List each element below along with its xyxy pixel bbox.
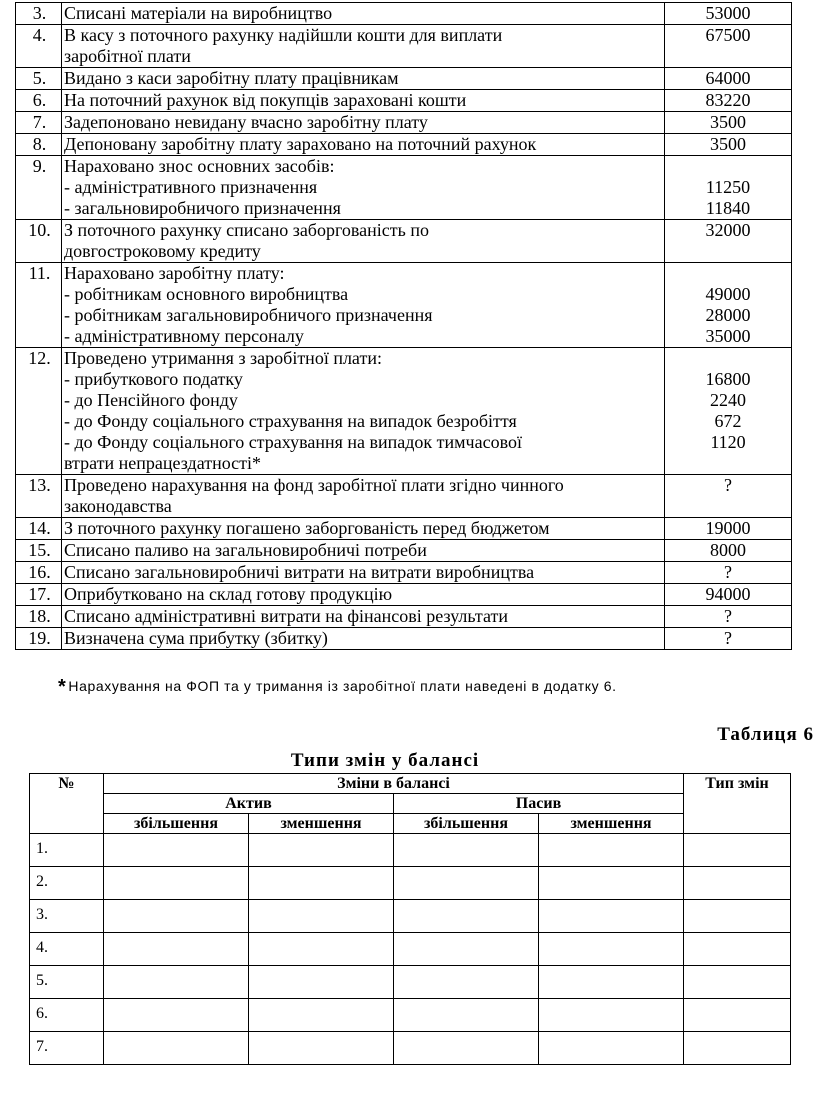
operation-amount [665, 220, 792, 263]
empty-cell [539, 834, 684, 867]
empty-cell [104, 867, 249, 900]
empty-cell [249, 966, 394, 999]
operation-amount-line: 32000 [705, 220, 751, 240]
operation-amount-line [665, 156, 791, 177]
operation-amount [665, 156, 792, 220]
empty-cell [684, 867, 791, 900]
operation-description [62, 220, 665, 263]
operation-amount-line: 28000 [705, 305, 751, 325]
operation-description-line: - прибуткового податку [64, 369, 243, 389]
operation-description-line: Оприбутковано на склад готову продукцію [64, 584, 393, 604]
operation-description-line: втрати непрацездатності* [64, 453, 262, 473]
operation-number: 11. [16, 263, 62, 348]
operation-description-line: Проведено утримання з заробітної плати: [64, 348, 382, 368]
operation-number: 7. [16, 112, 62, 134]
table-row [30, 900, 791, 933]
operation-description-line: - адміністративного призначення [64, 177, 318, 197]
operation-description [62, 475, 665, 518]
operation-description [62, 628, 665, 650]
operation-amount-line: 672 [714, 411, 742, 431]
column-header-asset: Актив [104, 794, 394, 814]
operation-description-line: - робітникам основного виробництва [64, 284, 349, 304]
table-row [30, 933, 791, 966]
operation-amount [665, 263, 792, 348]
operation-description [62, 518, 665, 540]
empty-cell [249, 999, 394, 1032]
table-row [30, 834, 791, 867]
row-number: 7. [30, 1032, 104, 1065]
column-header-number: № [30, 774, 104, 834]
operation-amount-line: 3500 [710, 134, 746, 154]
operation-number: 18. [16, 606, 62, 628]
empty-cell [539, 1032, 684, 1065]
empty-cell [684, 966, 791, 999]
operation-description-line: Депоновану заробітну плату зараховано на поточний рахунок [64, 134, 537, 154]
operation-amount [665, 134, 792, 156]
row-number: 3. [30, 900, 104, 933]
operation-description [62, 25, 665, 68]
empty-cell [539, 966, 684, 999]
operation-amount-line: ? [724, 562, 732, 582]
operation-description [62, 112, 665, 134]
table-row [30, 1032, 791, 1065]
table-row [16, 606, 792, 628]
table-row [16, 220, 792, 263]
table-row [16, 68, 792, 90]
empty-cell [394, 966, 539, 999]
operation-description-line: - адміністративному персоналу [64, 326, 304, 346]
row-number: 2. [30, 867, 104, 900]
operation-amount-line: 8000 [710, 540, 746, 560]
operation-amount-line: 83220 [705, 90, 751, 110]
empty-cell [104, 900, 249, 933]
empty-cell [104, 834, 249, 867]
table-row [30, 966, 791, 999]
empty-cell [684, 933, 791, 966]
operation-description-line: Списано загальновиробничі витрати на витрати виробництва [64, 562, 535, 582]
operation-description [62, 540, 665, 562]
operation-amount [665, 90, 792, 112]
operation-description-line: З поточного рахунку списано заборгованість по [64, 220, 429, 240]
operation-description [62, 3, 665, 25]
column-header-asset-increase: збільшення [104, 814, 249, 834]
column-header-balance-changes: Зміни в балансі [104, 774, 684, 794]
operation-number: 3. [16, 3, 62, 25]
row-number: 5. [30, 966, 104, 999]
operation-amount-line: 64000 [705, 68, 751, 88]
empty-cell [394, 933, 539, 966]
operation-description-line: законодавства [64, 496, 172, 516]
operation-description-line: - загальновиробничого призначення [64, 198, 341, 218]
operation-description [62, 156, 665, 220]
operation-description-line: Задепоновано невидану вчасно заробітну плату [64, 112, 428, 132]
operation-amount [665, 540, 792, 562]
table-row [16, 156, 792, 220]
operation-number: 13. [16, 475, 62, 518]
column-header-liability: Пасив [394, 794, 684, 814]
operation-amount-line: 11840 [705, 198, 751, 218]
operation-description-line: - до Пенсійного фонду [64, 390, 238, 410]
operation-description-line: В касу з поточного рахунку надійшли кошти для виплати [64, 25, 503, 45]
row-number: 4. [30, 933, 104, 966]
column-header-asset-decrease: зменшення [249, 814, 394, 834]
operation-description-line: Списано паливо на загальновиробничі потреби [64, 540, 427, 560]
operation-amount-line: 67500 [705, 25, 751, 45]
operation-description [62, 584, 665, 606]
operation-amount [665, 606, 792, 628]
operation-number: 14. [16, 518, 62, 540]
operation-description-line: Нараховано знос основних засобів: [64, 156, 335, 176]
operation-description [62, 562, 665, 584]
empty-cell [539, 867, 684, 900]
empty-cell [249, 933, 394, 966]
operation-number: 19. [16, 628, 62, 650]
operation-description-line: Проведено нарахування на фонд заробітної плати згідно чинного [64, 475, 564, 495]
empty-cell [249, 900, 394, 933]
operation-number: 4. [16, 25, 62, 68]
empty-cell [249, 1032, 394, 1065]
operation-number: 9. [16, 156, 62, 220]
operation-amount [665, 475, 792, 518]
operation-amount-line: 2240 [710, 390, 746, 410]
operation-amount-line: 3500 [710, 112, 746, 132]
table-label: Таблиця 6 [717, 724, 814, 745]
operation-amount-line: 35000 [705, 326, 751, 346]
operation-amount [665, 3, 792, 25]
empty-cell [684, 999, 791, 1032]
footnote-star: * [58, 676, 67, 698]
empty-cell [104, 966, 249, 999]
operation-description-line: З поточного рахунку погашено заборгованість перед бюджетом [64, 518, 550, 538]
empty-cell [684, 834, 791, 867]
operation-description-line: довгостроковому кредиту [64, 241, 261, 261]
operation-number: 5. [16, 68, 62, 90]
empty-cell [394, 1032, 539, 1065]
table-row [16, 134, 792, 156]
empty-cell [249, 867, 394, 900]
table-row [16, 562, 792, 584]
footnote-text: Нарахування на ФОП та у тримання із заробітної плати наведені в додатку 6. [68, 678, 617, 694]
column-header-change-type: Тип змін [684, 774, 791, 834]
table-row [16, 628, 792, 650]
operation-description-line: Нараховано заробітну плату: [64, 263, 285, 283]
operation-description-line: заробітної плати [64, 46, 191, 66]
operation-amount [665, 112, 792, 134]
operation-amount-line: 16800 [705, 369, 751, 389]
operation-amount-line: ? [724, 606, 732, 626]
column-header-liability-increase: збільшення [394, 814, 539, 834]
empty-cell [539, 999, 684, 1032]
operation-amount-line: 19000 [705, 518, 751, 538]
table-row [16, 584, 792, 606]
operation-description [62, 348, 665, 475]
operation-amount-line: ? [724, 628, 732, 648]
operation-description-line: - до Фонду соціального страхування на випадок безробіття [64, 411, 517, 431]
operation-amount-line [665, 348, 791, 369]
operation-description-line: Визначена сума прибутку (збитку) [64, 628, 328, 648]
empty-cell [539, 933, 684, 966]
operation-amount-line: ? [724, 475, 732, 495]
operation-description [62, 606, 665, 628]
operation-number: 8. [16, 134, 62, 156]
operation-description [62, 263, 665, 348]
operation-amount-line: 94000 [705, 584, 751, 604]
table-title: Типи змін у балансі [290, 750, 480, 771]
empty-cell [104, 933, 249, 966]
operation-number: 12. [16, 348, 62, 475]
operation-number: 16. [16, 562, 62, 584]
table-row [16, 90, 792, 112]
column-header-liability-decrease: зменшення [539, 814, 684, 834]
operation-number: 6. [16, 90, 62, 112]
table-row [16, 475, 792, 518]
empty-cell [104, 1032, 249, 1065]
operation-amount [665, 348, 792, 475]
operation-description-line: Списано адміністративні витрати на фінансові результати [64, 606, 509, 626]
table-row [16, 540, 792, 562]
table-row [16, 263, 792, 348]
operation-amount-line: 1120 [710, 432, 746, 452]
table-row [16, 25, 792, 68]
operation-amount [665, 518, 792, 540]
operations-table [15, 2, 792, 650]
empty-cell [394, 900, 539, 933]
table-row [30, 867, 791, 900]
table-row [16, 348, 792, 475]
operation-description [62, 134, 665, 156]
table-row [16, 3, 792, 25]
operation-amount-line: 11250 [705, 177, 751, 197]
empty-cell [394, 999, 539, 1032]
operation-amount [665, 25, 792, 68]
empty-cell [104, 999, 249, 1032]
operation-description-line: - до Фонду соціального страхування на випадок тимчасової [64, 432, 522, 452]
empty-cell [684, 1032, 791, 1065]
operation-description-line: На поточний рахунок від покупців зараховані кошти [64, 90, 467, 110]
operation-description-line: Видано з каси заробітну плату працівникам [64, 68, 399, 88]
operation-description [62, 68, 665, 90]
operation-amount-line [665, 263, 791, 284]
operation-description [62, 90, 665, 112]
table-row [16, 518, 792, 540]
operation-amount [665, 562, 792, 584]
operations-table-body [16, 3, 792, 650]
row-number: 1. [30, 834, 104, 867]
row-number: 6. [30, 999, 104, 1032]
table-row [30, 999, 791, 1032]
operation-amount-line: 49000 [705, 284, 751, 304]
operation-amount [665, 68, 792, 90]
table-row [16, 112, 792, 134]
operation-number: 15. [16, 540, 62, 562]
empty-cell [684, 900, 791, 933]
balance-changes-table [29, 773, 791, 1065]
footnote [58, 676, 617, 699]
operation-description-line: - робітникам загальновиробничого призначення [64, 305, 433, 325]
empty-cell [249, 834, 394, 867]
operation-description-line: Списані матеріали на виробництво [64, 3, 333, 23]
balance-table-body [30, 834, 791, 1065]
empty-cell [539, 900, 684, 933]
empty-cell [394, 867, 539, 900]
operation-amount-line: 53000 [705, 3, 751, 23]
operation-number: 17. [16, 584, 62, 606]
operation-amount [665, 584, 792, 606]
operation-number: 10. [16, 220, 62, 263]
operation-amount [665, 628, 792, 650]
empty-cell [394, 834, 539, 867]
